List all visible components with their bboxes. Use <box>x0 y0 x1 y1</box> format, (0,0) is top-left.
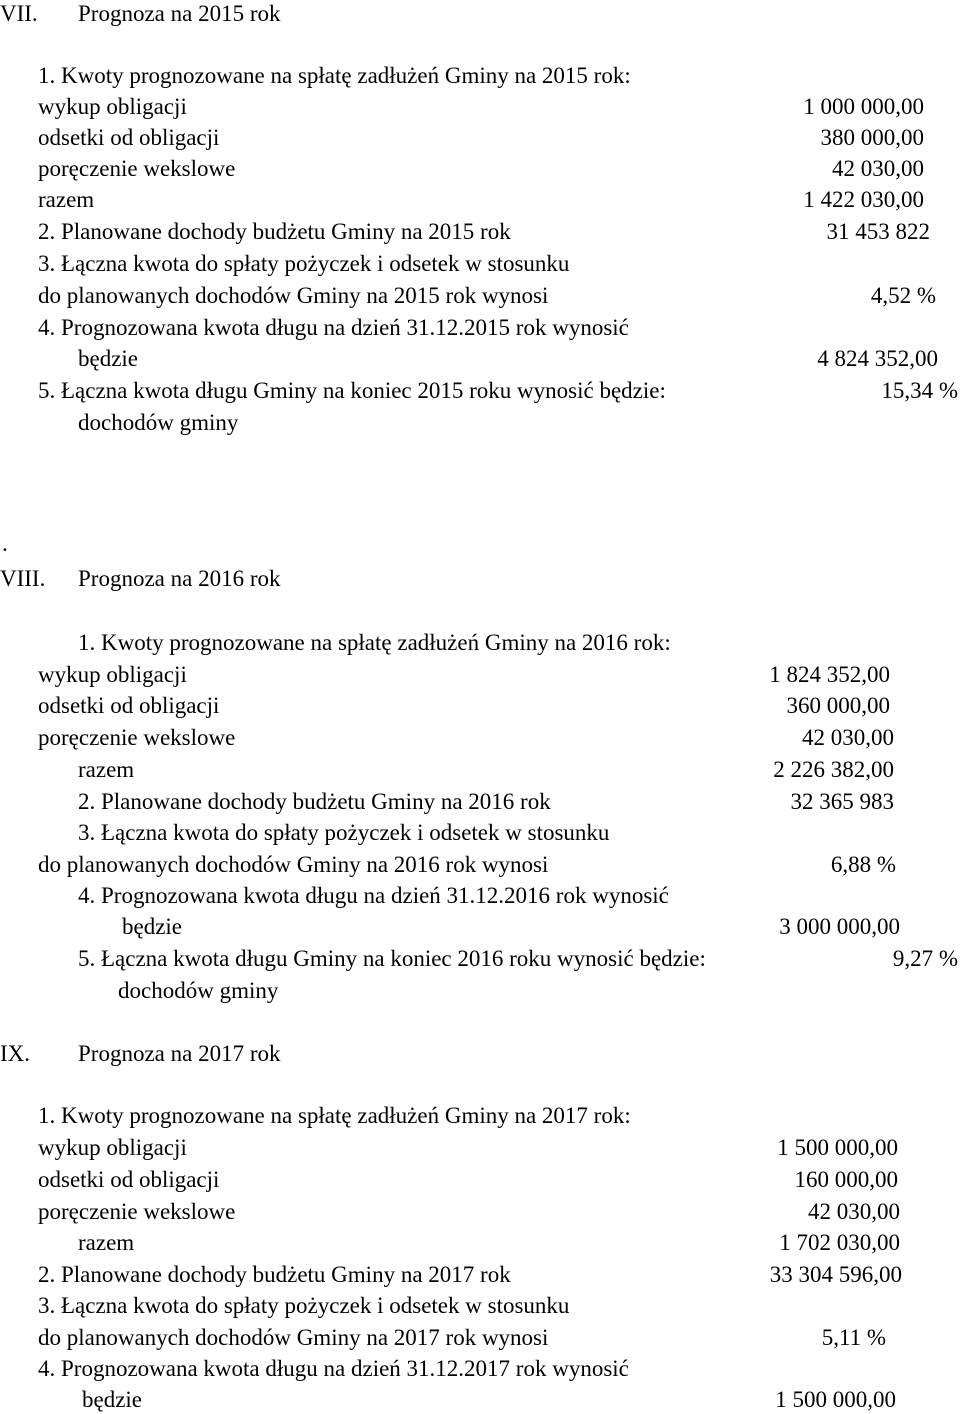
ix-row-label: wykup obligacji <box>38 1135 187 1160</box>
ix-item3-line2: do planowanych dochodów Gminy na 2017 rok wynosi <box>38 1325 549 1350</box>
vii-item2: 2. Planowane dochody budżetu Gminy na 2015 rok <box>38 219 511 244</box>
ix-item1: 1. Kwoty prognozowane na spłatę zadłużeń Gminy na 2017 rok: <box>38 1103 631 1128</box>
ix-item4-line1: 4. Prognozowana kwota długu na dzień 31.12.2017 rok wynosić <box>38 1356 629 1381</box>
viii-row-value: 42 030,00 <box>802 725 894 750</box>
viii-item4-value: 3 000 000,00 <box>779 914 900 939</box>
viii-item2: 2. Planowane dochody budżetu Gminy na 2016 rok <box>78 789 551 814</box>
ix-item2: 2. Planowane dochody budżetu Gminy na 2017 rok <box>38 1262 511 1287</box>
viii-row-label: poręczenie wekslowe <box>38 725 236 750</box>
vii-row-label: wykup obligacji <box>38 94 187 119</box>
viii-row-value: 2 226 382,00 <box>773 757 894 782</box>
vii-row-value: 380 000,00 <box>820 125 924 150</box>
viii-item5-value: 9,27 % <box>892 946 958 971</box>
viii-item3-line2: do planowanych dochodów Gminy na 2016 rok wynosi <box>38 852 549 877</box>
section-vii-numeral: VII. <box>0 1 38 26</box>
viii-row-value: 1 824 352,00 <box>769 662 890 687</box>
section-viii-title: Prognoza na 2016 rok <box>78 566 281 591</box>
vii-item3-value: 4,52 % <box>870 283 936 308</box>
section-ix-title: Prognoza na 2017 rok <box>78 1041 281 1066</box>
vii-item5-value: 15,34 % <box>881 378 958 403</box>
vii-item3-line1: 3. Łączna kwota do spłaty pożyczek i odsetek w stosunku <box>38 251 570 276</box>
viii-row-label: razem <box>78 757 135 782</box>
viii-item3-line1: 3. Łączna kwota do spłaty pożyczek i odsetek w stosunku <box>78 820 610 845</box>
vii-item4-line1: 4. Prognozowana kwota długu na dzień 31.12.2015 rok wynosić <box>38 315 629 340</box>
viii-item5-line1: 5. Łączna kwota długu Gminy na koniec 2016 roku wynosić będzie: <box>78 946 706 971</box>
viii-item5-line2: dochodów gminy <box>118 978 279 1003</box>
viii-item3-value: 6,88 % <box>830 852 896 877</box>
viii-row-label: wykup obligacji <box>38 662 187 687</box>
ix-item4-line2: będzie <box>82 1387 143 1412</box>
ix-row-label: poręczenie wekslowe <box>38 1199 236 1224</box>
vii-row-value: 1 000 000,00 <box>803 94 924 119</box>
vii-item5-line1: 5. Łączna kwota długu Gminy na koniec 2015 roku wynosić będzie: <box>38 378 666 403</box>
section-vii-title: Prognoza na 2015 rok <box>78 1 281 26</box>
vii-row-value: 42 030,00 <box>832 156 924 181</box>
ix-row-value: 1 500 000,00 <box>777 1135 898 1160</box>
viii-item4-line2: będzie <box>122 914 183 939</box>
vii-item2-value: 31 453 822 <box>826 219 930 244</box>
ix-row-value: 42 030,00 <box>808 1199 900 1224</box>
ix-item2-value: 33 304 596,00 <box>769 1262 902 1287</box>
vii-row-value: 1 422 030,00 <box>803 187 924 212</box>
ix-row-label: odsetki od obligacji <box>38 1167 220 1192</box>
vii-item1: 1. Kwoty prognozowane na spłatę zadłużeń Gminy na 2015 rok: <box>38 63 631 88</box>
vii-item3-line2: do planowanych dochodów Gminy na 2015 rok wynosi <box>38 283 549 308</box>
vii-row-label: poręczenie wekslowe <box>38 156 236 181</box>
viii-item2-value: 32 365 983 <box>790 789 894 814</box>
section-ix-numeral: IX. <box>0 1041 31 1066</box>
ix-item3-line1: 3. Łączna kwota do spłaty pożyczek i odsetek w stosunku <box>38 1293 570 1318</box>
ix-row-value: 1 702 030,00 <box>779 1230 900 1255</box>
stray-dot: . <box>2 531 8 556</box>
ix-row-value: 160 000,00 <box>794 1167 898 1192</box>
ix-item4-value: 1 500 000,00 <box>775 1387 896 1412</box>
viii-item4-line1: 4. Prognozowana kwota długu na dzień 31.12.2016 rok wynosić <box>78 883 669 908</box>
viii-item1: 1. Kwoty prognozowane na spłatę zadłużeń Gminy na 2016 rok: <box>78 630 671 655</box>
vii-item4-line2: będzie <box>78 346 139 371</box>
vii-row-label: razem <box>38 187 95 212</box>
ix-item3-value: 5,11 % <box>821 1325 886 1350</box>
section-viii-numeral: VIII. <box>0 566 46 591</box>
vii-item5-line2: dochodów gminy <box>78 410 239 435</box>
viii-row-value: 360 000,00 <box>786 693 890 718</box>
ix-row-label: razem <box>78 1230 135 1255</box>
viii-row-label: odsetki od obligacji <box>38 693 220 718</box>
vii-row-label: odsetki od obligacji <box>38 125 220 150</box>
vii-item4-value: 4 824 352,00 <box>817 346 938 371</box>
